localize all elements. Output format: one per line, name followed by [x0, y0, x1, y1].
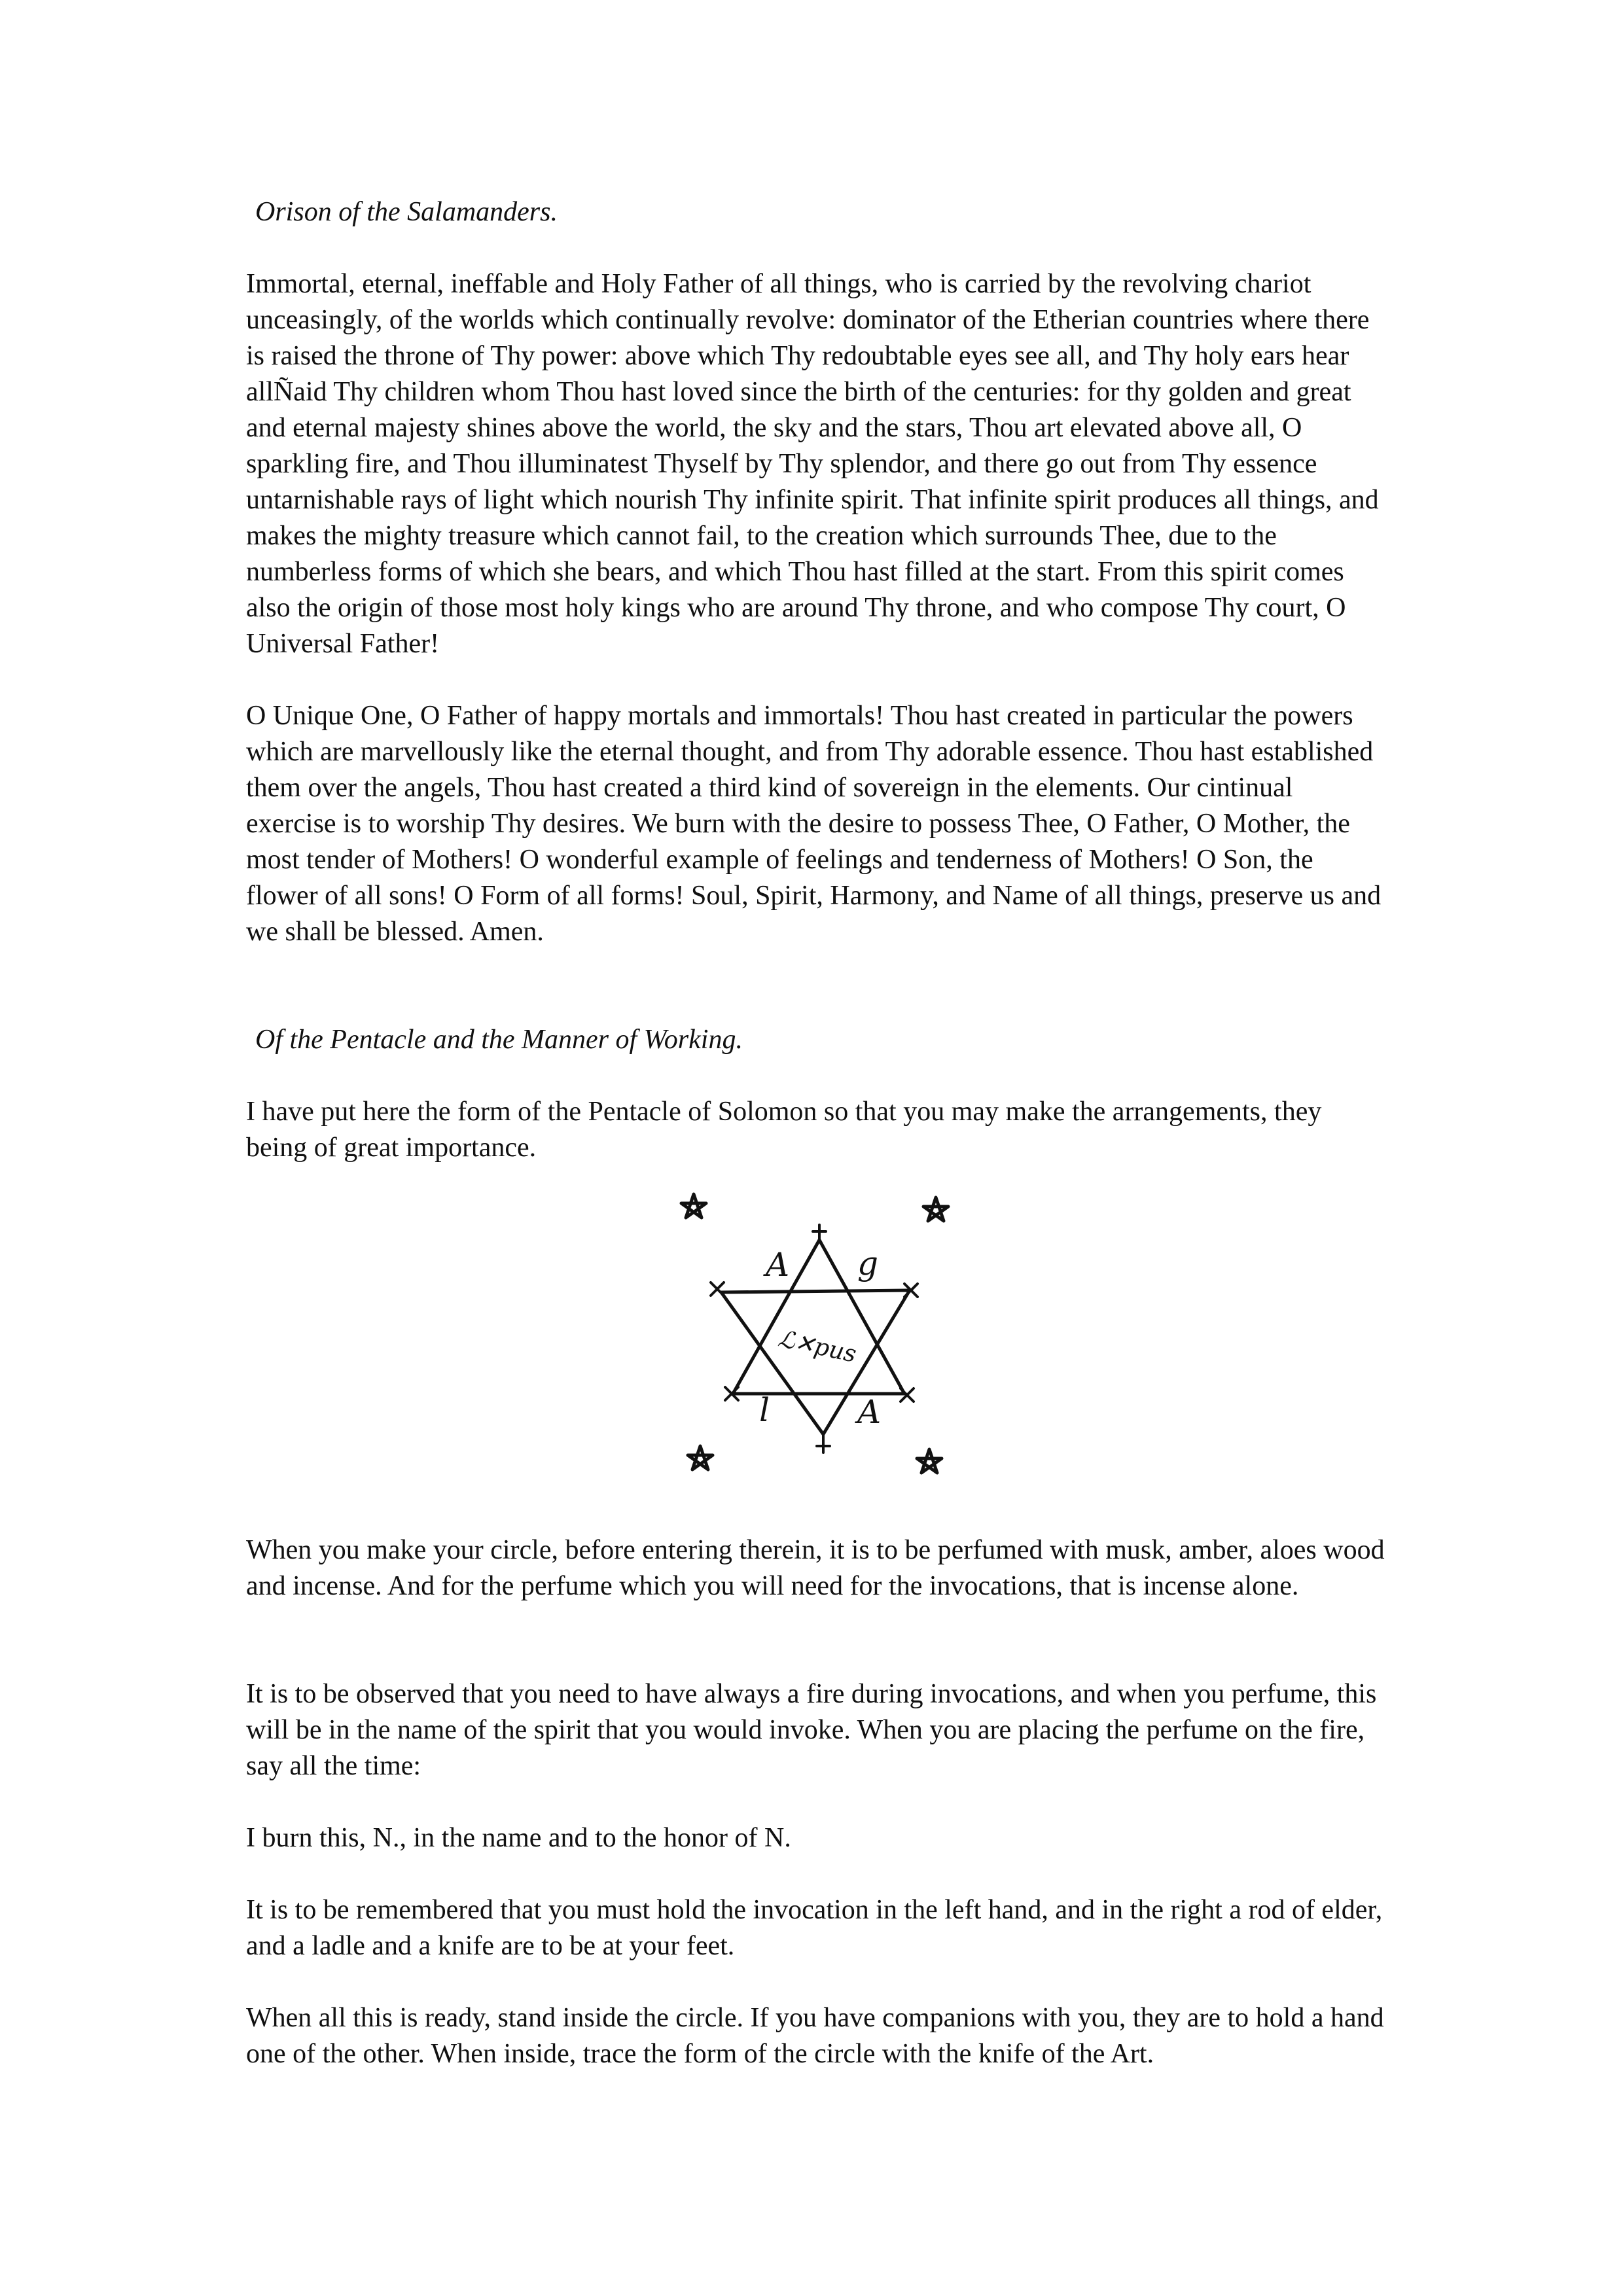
paragraph: I burn this, N., in the name and to the honor of N. — [246, 1823, 791, 1853]
section-pentacle — [246, 1022, 1385, 1058]
section-heading: Of the Pentacle and the Manner of Working. — [255, 1025, 743, 1055]
pentacle-letter-bottom-right: A — [857, 1393, 882, 1431]
paragraph: It is to be observed that you need to have always a fire during invocations, and when you perfume, this will be in the name of the spirit that you would invoke. When you are placing the perfume on the fire, say all the time: — [246, 1679, 1377, 1781]
pentacle-paragraph-2 — [246, 1676, 1385, 1784]
paragraph: Immortal, eternal, ineffable and Holy Father of all things, who is carried by the revolving chariot unceasingly, of the worlds which continually revolve: dominator of the Etherian countries where there is raised the throne of Thy power: above which Thy redoubtable eyes see all, and Thy holy ears hear allÑaid Thy children whom Thou hast loved since the birth of the centuries: for thy golden and great and eternal majesty shines above the world, the sky and the stars, Thou art elevated above all, O sparkling fire, and Thou illuminatest Thyself by Thy splendor, and there go out from Thy essence untarnishable rays of light which nourish Thy infinite spirit. That infinite spirit produces all things, and makes the mighty treasure which cannot fail, to the creation which surrounds Thee, due to the numberless forms of which she bears, and which Thou hast filled at the start. From this spirit comes also the origin of those most holy kings who are around Thy throne, and who compose Thy court, O Universal Father! — [246, 269, 1379, 659]
pentacle-intro — [246, 1094, 1385, 1166]
pentagram-icon-top-right — [923, 1197, 948, 1221]
hexagram-upward-triangle — [733, 1240, 904, 1394]
section-heading: Orison of the Salamanders. — [255, 197, 558, 227]
paragraph: I have put here the form of the Pentacle of Solomon so that you may make the arrangements, they being of great importance. — [246, 1097, 1322, 1163]
paragraph: When all this is ready, stand inside the circle. If you have companions with you, they are to hold a hand one of the other. When inside, trace the form of the circle with the knife of the Art. — [246, 2003, 1384, 2069]
paragraph: When you make your circle, before entering therein, it is to be perfumed with musk, amber, aloes wood and incense. And for the perfume which you will need for the invocations, that is incense alone. — [246, 1535, 1385, 1601]
section-salamanders — [246, 194, 1385, 230]
pentagram-icon-top-left — [681, 1194, 706, 1218]
pentacle-letter-bottom-left: l — [759, 1391, 770, 1429]
pentacle-paragraph-1 — [246, 1532, 1385, 1604]
pentacle-of-solomon-figure — [668, 1178, 969, 1498]
pentacle-paragraph-4 — [246, 1892, 1385, 1964]
pentacle-paragraph-5 — [246, 2000, 1385, 2072]
salamanders-paragraph-1 — [246, 266, 1385, 662]
paragraph: It is to be remembered that you must hold the invocation in the left hand, and in the right a rod of elder, and a ladle and a knife are to be at your feet. — [246, 1895, 1383, 1961]
pentacle-paragraph-3 — [246, 1820, 1385, 1856]
pentacle-letter-top-left: A — [766, 1246, 790, 1284]
pentacle-center-inscription: ℒ✕pus — [776, 1325, 859, 1368]
paragraph: O Unique One, O Father of happy mortals and immortals! Thou hast created in particular the powers which are marvellously like the eternal thought, and from Thy adorable essence. Thou hast established them over the angels, Thou hast created a third kind of sovereign in the elements. Our cintinual exercise is to worship Thy desires. We burn with the desire to possess Thee, O Father, O Mother, the most tender of Mothers! O wonderful example of feelings and tenderness of Mothers! O Son, the flower of all sons! O Form of all forms! Soul, Spirit, Harmony, and Name of all things, preserve us and we shall be blessed. Amen. — [246, 701, 1382, 947]
pentacle-letter-top-right: g — [857, 1245, 879, 1282]
pentagram-icon-bottom-right — [917, 1449, 942, 1473]
salamanders-paragraph-2 — [246, 698, 1385, 950]
pentagram-icon-bottom-left — [688, 1446, 713, 1470]
pentacle-drawing — [668, 1178, 969, 1498]
